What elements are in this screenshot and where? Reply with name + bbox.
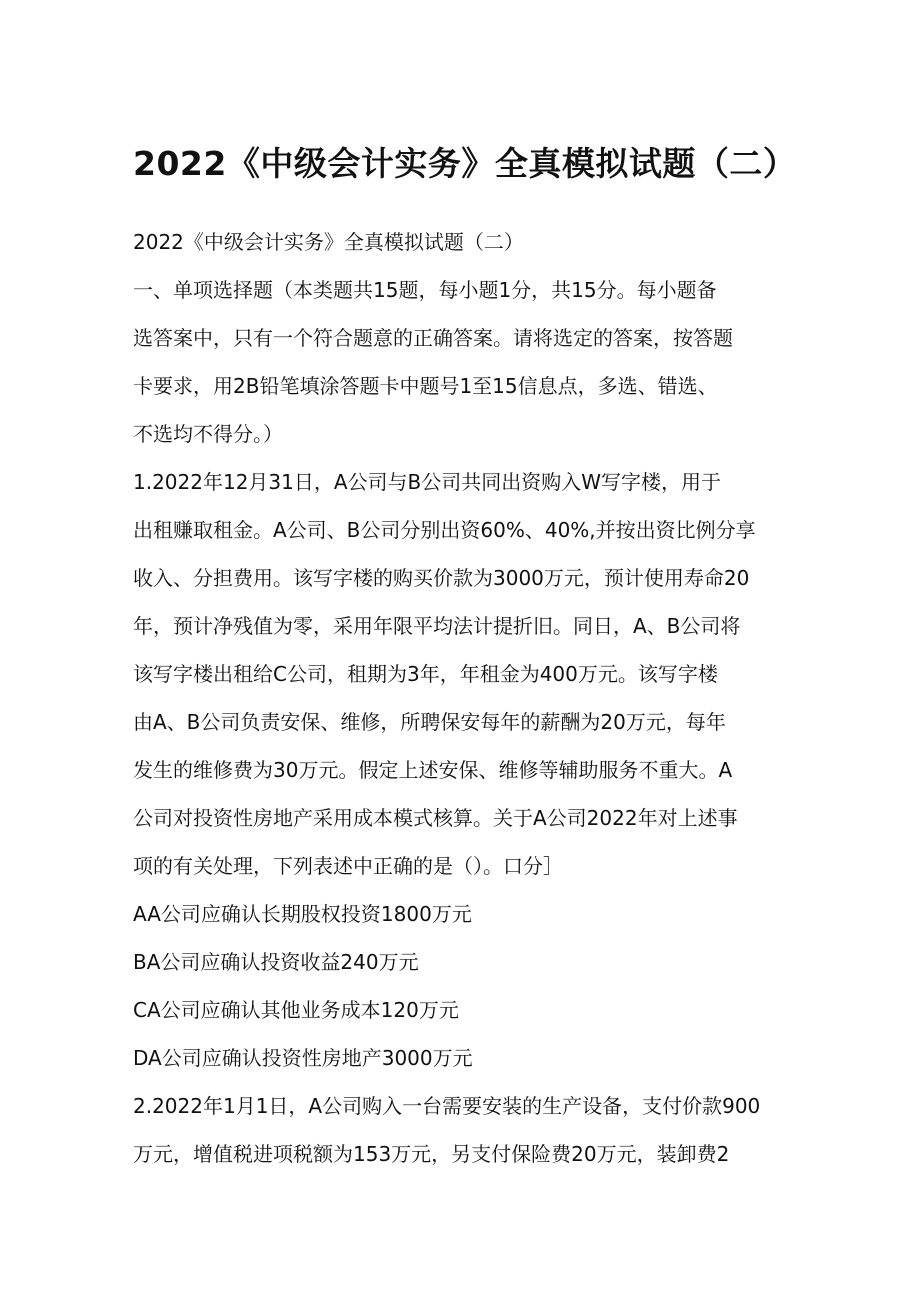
- question-1-line-2: 出租赚取租金。A公司、B公司分别出资60%、40%,并按出资比例分享: [133, 518, 756, 542]
- section-instruction-line-3: 卡要求，用2B铅笔填涂答题卡中题号1至15信息点，多选、错选、: [133, 374, 718, 398]
- question-1-line-1: 1.2022年12月31日，A公司与B公司共同出资购入W写字楼，用于: [133, 470, 722, 494]
- section-instruction-line-1: 一、单项选择题（本类题共15题，每小题1分，共15分。每小题备: [133, 278, 717, 302]
- question-1-line-4: 年，预计净残值为零，采用年限平均法计提折旧。同日，A、B公司将: [133, 614, 741, 638]
- question-1-option-c: CA公司应确认其他业务成本120万元: [133, 998, 459, 1022]
- question-2-line-1: 2.2022年1月1日，A公司购入一台需要安装的生产设备，支付价款900: [133, 1094, 761, 1118]
- question-1-option-b: BA公司应确认投资收益240万元: [133, 950, 419, 974]
- section-instruction-line-2: 选答案中，只有一个符合题意的正确答案。请将选定的答案，按答题: [133, 326, 733, 350]
- question-1-line-3: 收入、分担费用。该写字楼的购买价款为3000万元，预计使用寿命20: [133, 566, 750, 590]
- document-body: [133, 218, 793, 1178]
- question-1-line-5: 该写字楼出租给C公司，租期为3年，年租金为400万元。该写字楼: [133, 662, 718, 686]
- section-instruction-line-4: 不选均不得分。）: [133, 422, 283, 446]
- document-title: 2022《中级会计实务》全真模拟试题（二）: [133, 144, 797, 183]
- question-2-line-2: 万元，增值税进项税额为153万元，另支付保险费20万元，装卸费2: [133, 1142, 730, 1166]
- question-1-line-6: 由A、B公司负责安保、维修，所聘保安每年的薪酬为20万元，每年: [133, 710, 726, 734]
- question-1-option-d: DA公司应确认投资性房地产3000万元: [133, 1046, 473, 1070]
- question-1-option-a: AA公司应确认长期股权投资1800万元: [133, 902, 472, 926]
- question-1-line-7: 发生的维修费为30万元。假定上述安保、维修等辅助服务不重大。A: [133, 758, 733, 782]
- question-1-line-8: 公司对投资性房地产采用成本模式核算。关于A公司2022年对上述事: [133, 806, 738, 830]
- subtitle-line: 2022《中级会计实务》全真模拟试题（二）: [133, 230, 524, 254]
- question-1-line-9: 项的有关处理，下列表述中正确的是（）。口分］: [133, 854, 563, 878]
